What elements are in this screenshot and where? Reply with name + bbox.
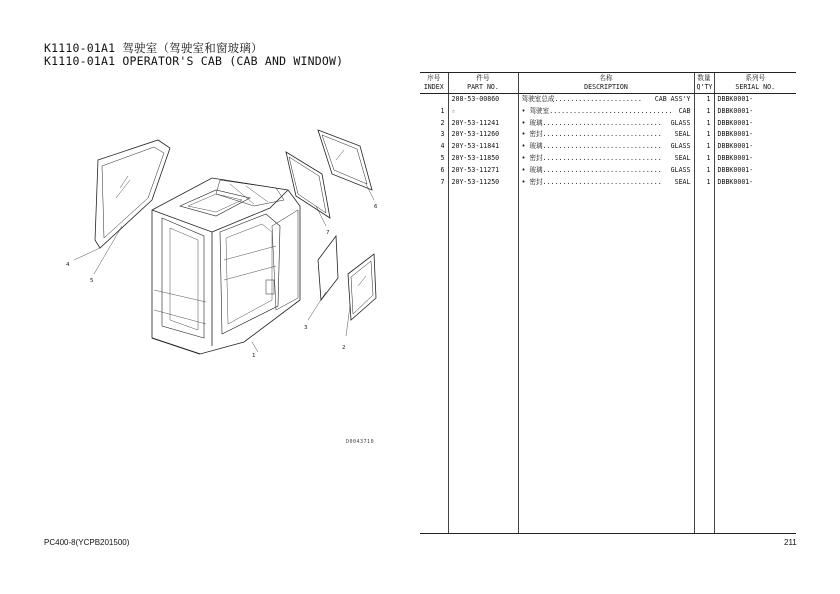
footer-model: PC400-8(YCPB201500) xyxy=(44,538,130,547)
table-row xyxy=(420,106,796,118)
row-part-no: 20Y-53-11260 xyxy=(448,129,518,141)
header-index: 序号 INDEX xyxy=(420,73,448,94)
row-serial: DBBK0001- xyxy=(714,153,796,165)
row-qty: 1 xyxy=(694,177,714,189)
glass-4-panel xyxy=(95,140,170,248)
row-index: 4 xyxy=(440,142,445,151)
row-qty: 1 xyxy=(694,129,714,141)
callout-1: 1 xyxy=(252,353,256,359)
row-description: • 玻璃.............................. GLASS xyxy=(518,141,694,153)
glass-6-panel xyxy=(318,130,372,190)
row-serial: DBBK0001- xyxy=(714,165,796,177)
parts-table-header xyxy=(420,73,796,94)
cab-exploded-illustration xyxy=(40,110,420,470)
table-row xyxy=(420,153,796,165)
row-description: • 密封.............................. SEAL xyxy=(518,153,694,165)
row-serial: DBBK0001- xyxy=(714,177,796,189)
row-serial: DBBK0001- xyxy=(714,106,796,118)
row-index: 7 xyxy=(440,177,445,186)
table-filler-row xyxy=(420,188,796,534)
row-index: 5 xyxy=(440,153,445,162)
row-index: 2 xyxy=(440,118,445,127)
table-bottom-rule xyxy=(420,533,796,534)
row-serial: DBBK0001- xyxy=(714,129,796,141)
callout-6: 6 xyxy=(374,204,378,210)
table-row xyxy=(420,165,796,177)
row-description: • 密封.............................. SEAL xyxy=(518,177,694,189)
parts-table xyxy=(420,72,796,534)
row-description: • 密封.............................. SEAL xyxy=(518,129,694,141)
row-part-no: ☆ xyxy=(448,106,518,118)
callout-3: 3 xyxy=(304,325,308,331)
callout-7: 7 xyxy=(326,230,330,236)
row-qty: 1 xyxy=(694,94,714,106)
row-index: 3 xyxy=(440,130,445,139)
row-qty: 1 xyxy=(694,106,714,118)
table-row xyxy=(420,177,796,189)
table-row xyxy=(420,94,796,106)
row-part-no: 208-53-00860 xyxy=(448,94,518,106)
row-serial: DBBK0001- xyxy=(714,94,796,106)
row-index xyxy=(420,94,448,106)
row-part-no: 20Y-53-11850 xyxy=(448,153,518,165)
row-index: 1 xyxy=(440,106,445,115)
cab-body xyxy=(152,178,300,354)
row-part-no: 20Y-53-11250 xyxy=(448,177,518,189)
row-serial: DBBK0001- xyxy=(714,118,796,130)
row-qty: 1 xyxy=(694,118,714,130)
row-qty: 1 xyxy=(694,153,714,165)
row-qty: 1 xyxy=(694,141,714,153)
table-row xyxy=(420,129,796,141)
callout-4: 4 xyxy=(66,262,70,268)
header-part-no: 件号 PART NO. xyxy=(448,73,518,94)
row-qty: 1 xyxy=(694,165,714,177)
drawing-code: D0043710 xyxy=(346,439,375,445)
header-description: 名称 DESCRIPTION xyxy=(518,73,694,94)
row-index: 6 xyxy=(440,165,445,174)
seal-3-panel xyxy=(318,236,338,300)
row-part-no: 20Y-53-11271 xyxy=(448,165,518,177)
table-row xyxy=(420,141,796,153)
table-row xyxy=(420,118,796,130)
row-part-no: 20Y-53-11241 xyxy=(448,118,518,130)
row-description: • 玻璃.............................. GLASS xyxy=(518,118,694,130)
page-number: 211 xyxy=(784,538,797,547)
seal-7-panel xyxy=(286,152,330,218)
row-description: • 玻璃.............................. GLASS xyxy=(518,165,694,177)
header-serial: 系列号 SERIAL NO. xyxy=(714,73,796,94)
row-part-no: 20Y-53-11841 xyxy=(448,141,518,153)
page-title-chinese: K1110-01A1 驾驶室（驾驶室和窗玻璃） xyxy=(44,41,263,55)
row-description: 驾驶室总成...................... CAB ASS'Y xyxy=(518,94,694,106)
callout-5: 5 xyxy=(90,278,94,284)
header-qty: 数量 Q'TY xyxy=(694,73,714,94)
glass-2-panel xyxy=(348,254,376,320)
callout-2: 2 xyxy=(342,345,346,351)
row-description: • 驾驶室............................... CAB xyxy=(518,106,694,118)
row-serial: DBBK0001- xyxy=(714,141,796,153)
page-title-english: K1110-01A1 OPERATOR'S CAB (CAB AND WINDOW) xyxy=(44,54,344,68)
